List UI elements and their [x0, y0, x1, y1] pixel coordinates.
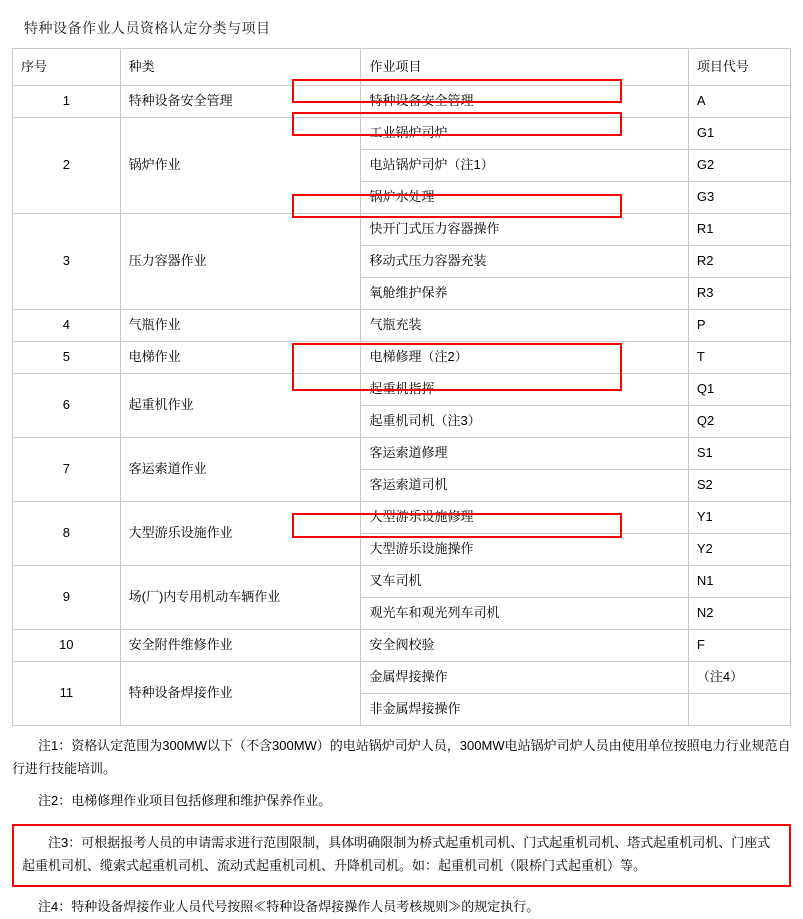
cell-item: 安全阀校验	[361, 630, 688, 662]
cell-no: 2	[13, 118, 121, 214]
cell-item: 工业锅炉司炉	[361, 118, 688, 150]
note-1: 注1：资格认定范围为300MW以下（不含300MW）的电站锅炉司炉人员，300MW电站锅炉司炉人员由使用单位按照电力行业规范自行进行技能培训。	[12, 738, 791, 776]
cell-code: Y2	[688, 534, 790, 566]
cell-category: 气瓶作业	[120, 310, 361, 342]
page-title: 特种设备作业人员资格认定分类与项目	[24, 20, 271, 36]
cell-category: 特种设备安全管理	[120, 86, 361, 118]
cell-code: S1	[688, 438, 790, 470]
column-header-no: 序号	[13, 49, 121, 86]
cell-code: Y1	[688, 502, 790, 534]
table-row	[13, 566, 791, 598]
cell-category: 场(厂)内专用机动车辆作业	[120, 566, 361, 630]
column-header-item: 作业项目	[361, 49, 688, 86]
cell-no: 3	[13, 214, 121, 310]
cell-item: 起重机指挥	[361, 374, 688, 406]
cell-code: G3	[688, 182, 790, 214]
column-header-category: 种类	[120, 49, 361, 86]
notes-section	[12, 735, 791, 919]
cell-item: 电梯修理（注2）	[361, 342, 688, 374]
cell-code: N2	[688, 598, 790, 630]
note-2: 注2：电梯修理作业项目包括修理和维护保养作业。	[38, 792, 332, 808]
cell-item: 气瓶充装	[361, 310, 688, 342]
cell-category: 起重机作业	[120, 374, 361, 438]
cell-code: R2	[688, 246, 790, 278]
table-header-row	[13, 49, 791, 86]
cell-no: 4	[13, 310, 121, 342]
cell-item: 大型游乐设施修理	[361, 502, 688, 534]
cell-category: 客运索道作业	[120, 438, 361, 502]
cell-code: R1	[688, 214, 790, 246]
table-row	[13, 438, 791, 470]
cell-category: 压力容器作业	[120, 214, 361, 310]
cell-code: Q1	[688, 374, 790, 406]
cell-category: 特种设备焊接作业	[120, 662, 361, 726]
cell-item: 金属焊接操作	[361, 662, 688, 694]
cell-category: 大型游乐设施作业	[120, 502, 361, 566]
cell-no: 10	[13, 630, 121, 662]
cell-item: 起重机司机（注3）	[361, 406, 688, 438]
cell-item: 锅炉水处理	[361, 182, 688, 214]
cell-code: F	[688, 630, 790, 662]
cell-no: 1	[13, 86, 121, 118]
cell-item: 移动式压力容器充装	[361, 246, 688, 278]
cell-item: 快开门式压力容器操作	[361, 214, 688, 246]
cell-item: 特种设备安全管理	[361, 86, 688, 118]
table-row	[13, 214, 791, 246]
cell-item: 叉车司机	[361, 566, 688, 598]
table-row	[13, 630, 791, 662]
cell-no: 5	[13, 342, 121, 374]
cell-code: G2	[688, 150, 790, 182]
cell-code: A	[688, 86, 790, 118]
cell-code: S2	[688, 470, 790, 502]
cell-item: 观光车和观光列车司机	[361, 598, 688, 630]
cell-category: 安全附件维修作业	[120, 630, 361, 662]
table-row	[13, 310, 791, 342]
cell-no: 9	[13, 566, 121, 630]
cell-code: R3	[688, 278, 790, 310]
cell-category: 电梯作业	[120, 342, 361, 374]
table-row	[13, 502, 791, 534]
cell-category: 锅炉作业	[120, 118, 361, 214]
cell-item: 电站锅炉司炉（注1）	[361, 150, 688, 182]
cell-no: 6	[13, 374, 121, 438]
cell-code: T	[688, 342, 790, 374]
cell-code	[688, 694, 790, 726]
table-row	[13, 118, 791, 150]
table-row	[13, 86, 791, 118]
table-header	[13, 49, 791, 86]
cell-no: 11	[13, 662, 121, 726]
qualification-table	[12, 48, 791, 726]
cell-code: N1	[688, 566, 790, 598]
table-body	[13, 86, 791, 726]
note-4: 注4：特种设备焊接作业人员代号按照≪特种设备焊接操作人员考核规则≫的规定执行。	[38, 898, 540, 914]
cell-item: 氧舱维护保养	[361, 278, 688, 310]
note-3: 注3：可根据报考人员的申请需求进行范围限制，具体明确限制为桥式起重机司机、门式起重机司机、塔式起重机司机、门座式起重机司机、缆索式起重机司机、流动式起重机司机、升降机司机。如：起重机司机（限桥门式起重机）等。	[12, 824, 791, 887]
cell-code: P	[688, 310, 790, 342]
cell-no: 8	[13, 502, 121, 566]
cell-code: （注4）	[688, 662, 790, 694]
cell-code: G1	[688, 118, 790, 150]
column-header-code: 项目代号	[688, 49, 790, 86]
cell-item: 非金属焊接操作	[361, 694, 688, 726]
cell-item: 大型游乐设施操作	[361, 534, 688, 566]
cell-item: 客运索道修理	[361, 438, 688, 470]
table-row	[13, 662, 791, 694]
cell-code: Q2	[688, 406, 790, 438]
table-row	[13, 342, 791, 374]
table-row	[13, 374, 791, 406]
cell-item: 客运索道司机	[361, 470, 688, 502]
cell-no: 7	[13, 438, 121, 502]
